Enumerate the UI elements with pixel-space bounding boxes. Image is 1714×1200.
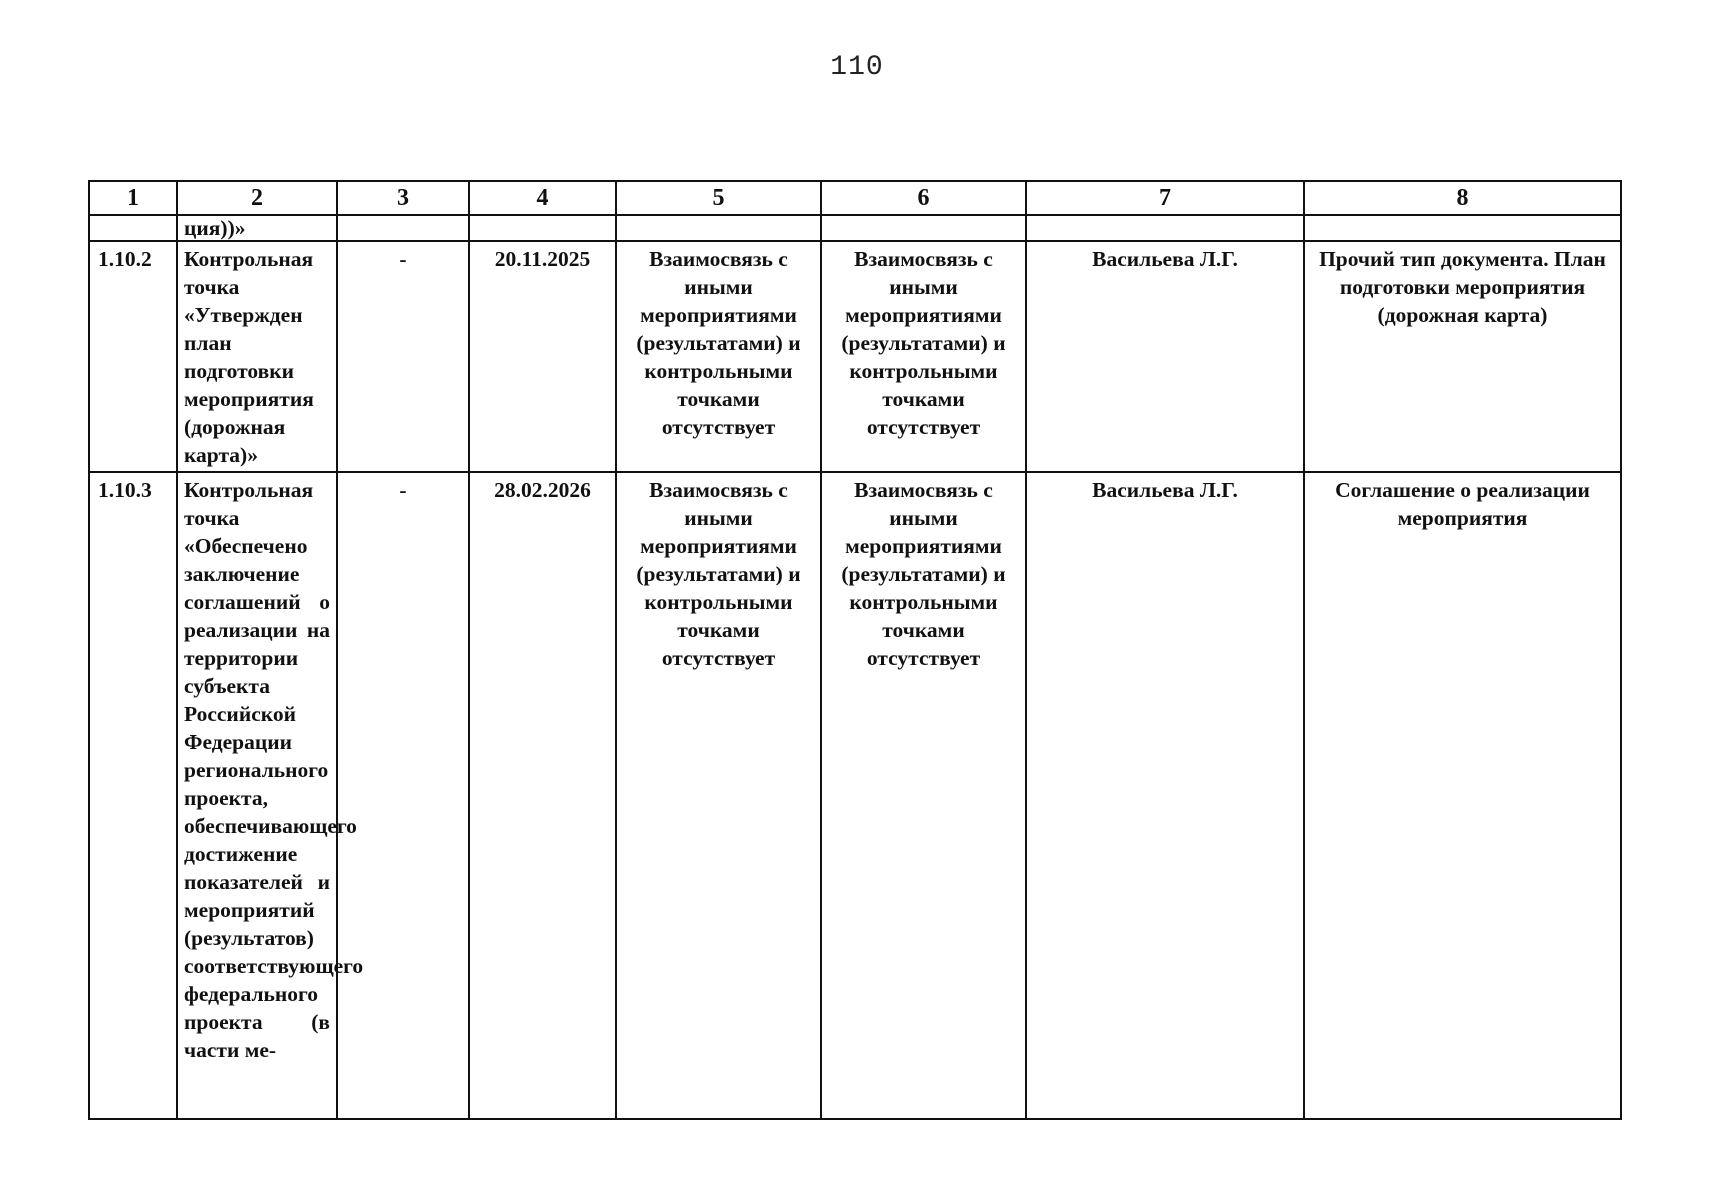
table-cell [1304,215,1621,241]
table-cell [821,215,1026,241]
responsible-person: Васильева Л.Г. [1026,241,1304,472]
row-number: 1.10.3 [89,472,177,1119]
column-header: 6 [821,181,1026,215]
table-cell [469,215,616,241]
table-cell [616,215,821,241]
column-header: 8 [1304,181,1621,215]
control-point-name: Контрольная точка «Утвержден план подготовки мероприятия (дорожная карта)» [177,241,337,472]
relation-text: Взаимосвязь с иными мероприятиями (результатами) и контрольными точками отсутствует [616,241,821,472]
document-type: Прочий тип документа. План подготовки мероприятия (дорожная карта) [1304,241,1621,472]
due-date: 20.11.2025 [469,241,616,472]
row-number: 1.10.2 [89,241,177,472]
column-header: 5 [616,181,821,215]
column-3-value: - [337,241,469,472]
table-row [89,241,1621,472]
table-cell [337,215,469,241]
table-header-row [89,181,1621,215]
column-header: 4 [469,181,616,215]
column-header: 2 [177,181,337,215]
continuation-row [89,215,1621,241]
control-point-name: Контрольная точка «Обеспечено заключение соглашений о реализации на территории субъекта Российской Федерации регионального проекта, обеспечивающего достижение показателей и мероприятий (результатов) соответствующего федерального проекта (в части ме- [177,472,337,1119]
continuation-text: ция))» [177,215,337,241]
relation-text: Взаимосвязь с иными мероприятиями (результатами) и контрольными точками отсутствует [821,472,1026,1119]
due-date: 28.02.2026 [469,472,616,1119]
table-cell [1026,215,1304,241]
table-row [89,472,1621,1119]
control-points-table [88,180,1622,1120]
table-cell [89,215,177,241]
page-number: 110 [830,52,884,83]
column-header: 7 [1026,181,1304,215]
column-header: 1 [89,181,177,215]
column-header: 3 [337,181,469,215]
relation-text: Взаимосвязь с иными мероприятиями (результатами) и контрольными точками отсутствует [821,241,1026,472]
relation-text: Взаимосвязь с иными мероприятиями (результатами) и контрольными точками отсутствует [616,472,821,1119]
document-type: Соглашение о реализации мероприятия [1304,472,1621,1119]
responsible-person: Васильева Л.Г. [1026,472,1304,1119]
column-3-value: - [337,472,469,1119]
